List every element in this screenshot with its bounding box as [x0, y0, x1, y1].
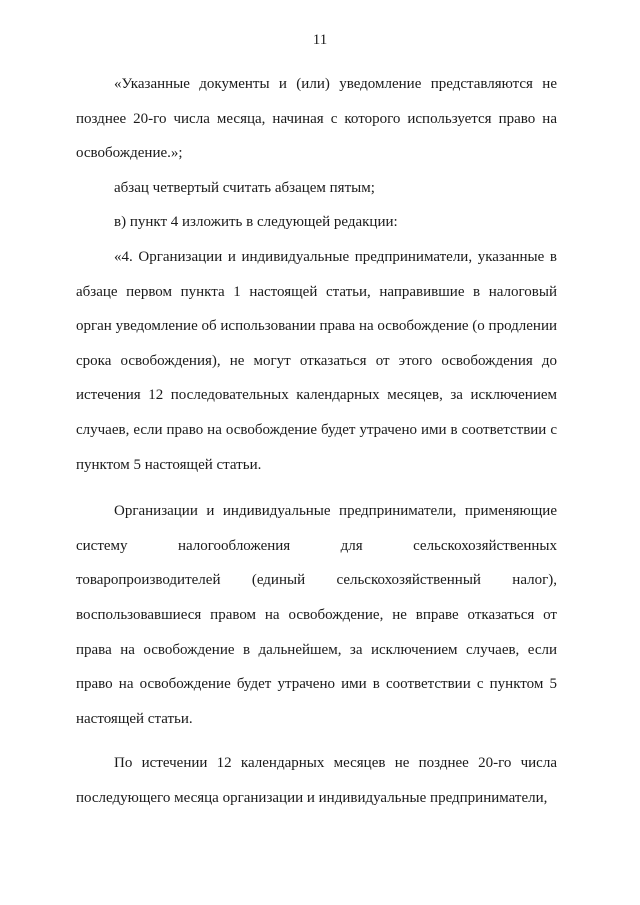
paragraph-clause-4-intro: в) пункт 4 изложить в следующей редакции:: [114, 214, 398, 231]
document-body: [76, 67, 557, 815]
paragraph-fourth-to-fifth: абзац четвертый считать абзацем пятым;: [114, 179, 375, 196]
paragraph-documents-deadline: «Указанные документы и (или) уведомление представляются не позднее 20-го числа месяца, начиная с которого используется право на освобождение.»;: [76, 76, 557, 162]
paragraph-after-12-months: По истечении 12 календарных месяцев не позднее 20-го числа последующего месяца организации и индивидуальные предприниматели,: [76, 755, 557, 806]
page-number: 11: [312, 32, 328, 48]
paragraph-clause-4-text: «4. Организации и индивидуальные предприниматели, указанные в абзаце первом пункта 1 настоящей статьи, направившие в налоговый орган уведомление об использовании права на освобождение (о продлении срока освобождения), не могут отказаться от этого освобождения до истечения 12 последовательных календарных месяцев, за исключением случаев, если право на освобождение будет утрачено ими в соответствии с пунктом 5 настоящей статьи.: [76, 248, 557, 473]
paragraph-agricultural-tax: Организации и индивидуальные предприниматели, применяющие систему налогообложения для сельскохозяйственных товаропроизводителей (единый сельскохозяйственный налог), воспользовавшиеся правом на освобождение, не вправе отказаться от права на освобождение в дальнейшем, за исключением случаев, если право на освобождение будет утрачено ими в соответствии с пунктом 5 настоящей статьи.: [76, 503, 557, 727]
